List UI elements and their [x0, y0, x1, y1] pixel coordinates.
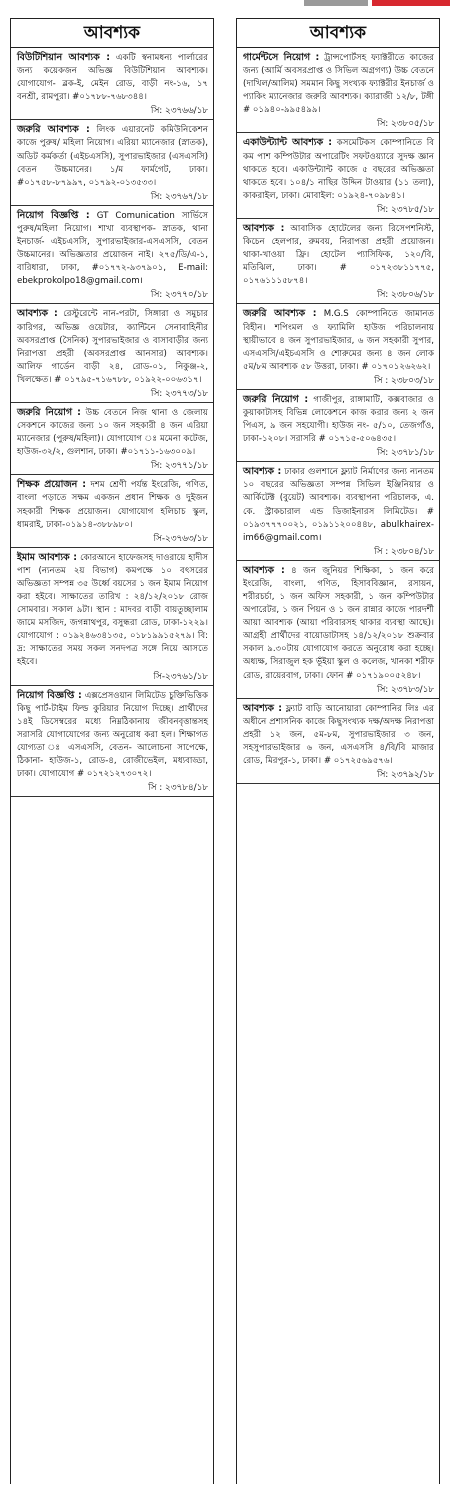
- classified-ad: [11, 548, 213, 686]
- ad-reference-code: সি: ২৩৭৮৫/১৮: [376, 204, 434, 215]
- ad-body: আবাসিক হোটেলের জন্য রিসেপশনিস্ট, কিচেন হেলপার, রুমবয়, নিরাপত্তা প্রহরী প্রয়োজন। থাকা-খাওয়া ফ্রি। হোটেল প্যাসিফিক, ১২০/বি, মতিঝিল, ঢাকা। # ০১৭২৩৮১১৭৭৫, ০১৭৬১১১৫৮৭৪।: [243, 223, 434, 287]
- ad-body: GT Comunication সার্ভিসে পুরুষ/মহিলা নিয়োগ। শাখা ব্যবস্থাপক- স্নাতক, থানা ইনচার্জ- এইচএসসি, সুপারভাইজার-এসএসসি, বেতন উচ্চমানের। অভিজ্ঞতার প্রয়োজন নাই। ২৭৫/ডি/এ-১, বারিধারা, ঢাকা, #০১৭৭২-৯৩৭৯০১, E-mail: ebekprokolpo18@gmail.com।: [17, 210, 208, 287]
- ad-reference-code: সি : ২৩৮০৪/১৮: [374, 546, 434, 557]
- right-column-heading: আবশ্যক: [237, 18, 439, 48]
- ad-text: [243, 564, 434, 683]
- classified-ad: [11, 403, 213, 475]
- left-classified-column: [10, 18, 214, 1484]
- ad-headline: জরুরি আবশ্যক :: [17, 124, 90, 136]
- ad-headline: শিক্ষক প্রয়োজন :: [17, 479, 86, 491]
- classified-ad: [11, 304, 213, 403]
- ad-headline: বিউটিশিয়ান আবশ্যক :: [17, 52, 110, 63]
- classified-ad: [11, 120, 213, 205]
- ad-text: [243, 136, 434, 202]
- classified-ad: [237, 561, 439, 699]
- ad-reference-code: সি: ২৩৮০৬/১৮: [376, 290, 434, 301]
- ad-reference-code: সি : ২৩৮০৩/১৮: [374, 375, 434, 386]
- ad-headline: নিয়োগ বিজ্ঞপ্তি :: [17, 209, 90, 221]
- ad-reference-code: সি: ২৩৮০৫/১৮: [376, 119, 434, 130]
- ad-text: [243, 465, 434, 545]
- ad-body: দশম শ্রেণী পর্যন্ত ইংরেজি, গণিত, বাংলা পড়াতে সক্ষম একজন প্রধান শিক্ষক ও দুইজন সহকারী শিক্ষক প্রয়োজন। যোগাযোগ হলিচাচ স্কুল, ধামরাই, ঢাকা-০১৯১৪-৩৮৮৯৮০।: [17, 480, 208, 530]
- ad-reference-code: সি-২৩৭৬৩/১৮: [153, 533, 208, 544]
- classified-ad: [237, 390, 439, 462]
- ad-text: [243, 393, 434, 446]
- classified-ad: [11, 686, 213, 798]
- classified-ad: [237, 133, 439, 218]
- top-bar-gray: [304, 0, 368, 6]
- classified-ad: [237, 699, 439, 784]
- ad-headline: জরুরি নিয়োগ :: [17, 406, 81, 418]
- classified-ad: [11, 48, 213, 120]
- ad-text: [17, 209, 208, 289]
- ad-headline: আবশ্যক :: [243, 222, 285, 234]
- ad-text: [17, 478, 208, 531]
- ad-headline: আবশ্যক :: [243, 564, 285, 576]
- ad-text: [243, 51, 434, 117]
- ad-reference-code: সি: ২৩৭৭১/১৮: [150, 461, 208, 472]
- ad-body: উচ্চ বেতনে নিজ থানা ও জেলায় সেকশনে কাজের জন্য ১০ জন সহকারী ৪ জন এরিয়া ম্যানেজার (পুরুষ/মহিলা)। যোগাযোগ ঃ মমেনা কটেজ, হাউজ-৩২/২, গুলশান, ঢাকা। #০১৭১১-১৬৩০০৯।: [17, 407, 208, 458]
- ad-reference-code: সি: ২৩৭৮১/১৮: [376, 448, 434, 459]
- ad-headline: ইমাম আবশ্যক :: [17, 551, 77, 563]
- ad-text: [243, 702, 434, 768]
- ad-text: [243, 222, 434, 288]
- ad-text: [17, 551, 208, 670]
- ad-text: [243, 307, 434, 373]
- ad-reference-code: সি: ২৩৭৬৬/১৮: [150, 106, 208, 117]
- ad-body: কসমেটিকস কোম্পানিতে বি কম পাশ কম্পিউটার অপারেটিং সফটওয়্যারে সুদক্ষ জ্ঞান থাকতে হবে। একাউন্ট্যান্ট কাজে ৫ বছরের অভিজ্ঞতা থাকতে হবে। ১০৪/১ নাছির উদ্দিন টাওয়ার (১১ তলা), কাকরাইল, ঢাকা। মোবাইল: ০১৯২৪-৭০৯৮৪১।: [243, 138, 434, 201]
- ad-text: [17, 123, 208, 189]
- ad-reference-code: সি: ২৩৭৯২/১৮: [376, 770, 434, 781]
- ad-reference-code: সি: ২৩৭৭০/১৮: [150, 290, 208, 301]
- classified-ad: [237, 462, 439, 561]
- classified-ad: [237, 219, 439, 304]
- ad-reference-code: সি: ২৩৭৬৭/১৮: [150, 191, 208, 202]
- ad-body: ঢাকার গুলশানে ফ্ল্যাট নির্মাণের জন্য ন্যনতম ১০ বছরের অভিজ্ঞতা সম্পন্ন সিভিল ইঞ্জিনিয়ার ও আর্কিটেক্ট (বুয়েট) আবশ্যক। ব্যবস্থাপনা পরিচালক, এ. কে. স্ট্রাকচারাল এন্ড ডিজাইনারস লিমিটেড। # ০১৯৩৭৭৭০০২১, ০১৯১১২০০৪৪৮, abulkhairex-im66@gmail.com।: [243, 467, 434, 543]
- ad-body: কোরআনে হাফেজসহ দাওরায়ে হাদীস পাশ (ন্যনতম ২য় বিভাগ) কমপক্ষে ১০ বৎসরের অভিজ্ঞতা সম্পন্ন ৩৫ উর্ধ্বে বয়সের ১ জন ইমাম নিয়োগ করা হইবে। সাক্ষাতের তারিখ : ২৪/১২/২০১৮ রোজ সোমবার। সকাল ৯টা। স্থান : মাদবর বাড়ী বায়তুচ্ছালাম জামে মসজিদ, জগন্নাথপুর, বসুন্ধরা রোড, ঢাকা-১২২৯। যোগাযোগ : ০১৯২৪৬৩৪১৩৫, ০১৮১৯৯১৫২৭৯। বি: দ্র: সাক্ষাতের সময় সকল সনদপত্র সঙ্গে নিয়ে আসতে হইবে।: [17, 552, 208, 668]
- ad-body: গাজীপুর, রাঙ্গামাটি, কক্সবাজার ও কুয়াকাটাসহ বিভিন্ন লোকেশনে কাজ করার জন্য ২ জন পিএস, ৯ জন সহযোগী। হাউজ নং- ৫/১০, তেজগাঁও, ঢাকা-১২০৮। সরাসরি # ০১৭১৫-৫০৬৪৩৫।: [243, 394, 434, 445]
- ad-text: [17, 406, 208, 459]
- ad-headline: একাউন্ট্যান্ট আবশ্যক :: [243, 137, 333, 149]
- ad-body: একটি স্বনামধন্য পার্লারের জন্য কয়েকজন অভিজ্ঞ বিউটিশিয়ান আবশ্যক। যোগাযোগ- ব্লক-ই, মেইন রোড, বাড়ী নং-১৬, ১৭ বনশ্রী, রামপুরা। #০১৭৮৮-৭৬৮৩৪৪।: [17, 53, 209, 103]
- top-bar-red: [372, 0, 450, 6]
- ad-reference-code: সি: ২৩৭৭৩/১৮: [150, 388, 208, 399]
- ad-reference-code: সি: ২৩৭৮৩/১৮: [376, 684, 434, 695]
- left-column-heading: আবশ্যক: [11, 18, 213, 48]
- classified-ad: [237, 48, 439, 133]
- ad-body: M.G.S কোম্পানিতে জামানত বিহীন। শপিংমল ও ফ্যামিলি হাউজ পরিচালনায় স্থায়ীভাবে ৪ জন সুপারভাইজার, ৬ জন সহকারী সুপার, এসএসসি/এইচএসসি ও শোরুমের জন্য ৪ জন লোক ৫ম/৮ম আবশ্যক ৫৮ উত্তরা, ঢাকা। # ০১৭০১২৬২৬২।: [243, 309, 434, 372]
- ad-text: [17, 307, 208, 387]
- top-color-bar: [0, 0, 450, 6]
- ad-headline: জরুরি আবশ্যক :: [243, 308, 317, 320]
- ad-headline: গার্মেন্টসে নিয়োগ :: [243, 52, 320, 63]
- classified-ad: [11, 475, 213, 547]
- ad-reference-code: সি-২৩৭৬১/১৮: [153, 671, 208, 682]
- ad-body: ট্রান্সপোর্টসহ ফ্যাক্টরীতে কাজের জন্য (আর্মি অবসরপ্রাপ্ত ও সিভিল অগ্রগণ্য) উচ্চ বেতনে (দাখিল/আলিম) সমমান কিছু সংখ্যক ফ্যাক্টরীর ইনচার্জ ও প্যাকিং ম্যানেজার জরুরি আবশ্যক। ক্যারাজী ১২/৮, টঙ্গী # ০১৯৪০-৯৯৫৪৯৯।: [243, 53, 434, 116]
- top-bar-blank: [0, 0, 300, 6]
- ad-headline: আবশ্যক :: [243, 466, 282, 478]
- ad-headline: নিয়োগ বিজ্ঞপ্তি :: [17, 689, 82, 701]
- ad-headline: আবশ্যক :: [17, 308, 58, 320]
- ad-text: [17, 51, 208, 104]
- ad-text: [17, 689, 208, 782]
- ad-body: ৪ জন জুনিয়র শিক্ষিকা, ১ জন করে ইংরেজি, বাংলা, গণিত, হিসাববিজ্ঞান, রসায়ন, শরীরচর্চা, ১ জন অফিস সহকারী, ১ জন কম্পিউটার অপারেটর, ১ জন পিয়ন ও ১ জন রান্নার কাজে পারদর্শী আয়া আবশ্যক (আয়া পরিবারসহ থাকার ব্যবস্থা আছে)। আগ্রহী প্রার্থীদের বায়োডাটাসহ ১৪/১২/২০১৮ শুক্রবার সকাল ৯.৩০টায় যোগাযোগ করতে অনুরোধ করা হচ্ছে। অধ্যক্ষ, সিরাজুল হক ভূঁইয়া স্কুল ও কলেজ, খানকা শরীফ রোড, রায়েরবাগ, ঢাকা। ফোন # ০১৭১৯০০৫২৪৮।: [243, 565, 434, 681]
- ad-body: ফ্ল্যাট বাড়ি আনোয়ারা কোম্পানির লিঃ এর অধীনে প্রশাসনিক কাজে কিছুসংখ্যক দক্ষ/অদক্ষ নিরাপত্তা প্রহরী ১২ জন, ৫ম-৮ম, সুপারভাইজার ৩ জন, সহসুপারভাইজার ৬ জন, এসএসসি ৪/বি/বি মাজার রোড, মিরপুর-১, ঢাকা। # ০১৭২৫৬৯৫৭৬।: [243, 703, 434, 767]
- ad-headline: জরুরি নিয়োগ :: [243, 393, 309, 405]
- classified-ad: [237, 304, 439, 389]
- ad-reference-code: সি : ২৩৭৮৪/১৮: [148, 783, 208, 794]
- ad-body: এক্সপ্রেসওয়ান লিমিটেড চুক্তিভিত্তিক কিছু পার্ট-টাইম ফিল্ড কুরিয়ার নিয়োগ দিচ্ছে। প্রার্থীদের ১৪ই ডিসেম্বরের মধ্যে নিম্নঠিকানায় জীবনবৃত্তান্তসহ সরাসরি যোগাযোগের জন্য অনুরোধ করা হল। শিক্ষাগত যোগ্যতা ঃ এসএসসি, বেতন- আলোচনা সাপেক্ষে, ঠিকানা- হাউজ-১, রোড-৪, রোজীভেইল, মধ্যবাড্ডা, ঢাকা। যোগাযোগ # ০১৭২১২৭৩০৭২।: [17, 690, 208, 780]
- ad-headline: আবশ্যক :: [243, 702, 282, 714]
- classified-ad: [11, 206, 213, 305]
- ad-body: রেস্টুরেন্টে নান-পরটা, সিঙ্গারা ও সমুচার কারিগর, অভিজ্ঞ ওয়েটার, ক্যান্টিনে সেনাবাহিনীর অবসরপ্রাপ্ত (সৈনিক) সুপারভাইজার ও বাসাবাড়ীর জন্য নিরাপত্তা প্রহরী (অবসরপ্রাপ্ত আনসার) আবশ্যক। আলিফ গার্ডেন বাড়ী ২৪, রোড-০১, নিকুঞ্জ-২, খিলক্ষেত। # ০১৭৯৫-৭১৬৭৮৮, ০১৯২২-০০৬৩১৭।: [17, 309, 208, 385]
- ad-body: লিংক এয়ারনেট কমিউনিকেশন কাজে পুরুষ/ মহিলা নিয়োগ। এরিয়া ম্যানেজার (স্নাতক), অডিট কর্মকর্তা (এইচএসসি), সুপারভাইজার (এসএসসি) বেতন উচ্চমানের। ১/ম ফার্মগেট, ঢাকা। #০১৭৫৮-৮৭৯৯৭, ০১৭৯২-০১৩৫৩৩।: [17, 125, 208, 188]
- right-classified-column: [236, 18, 440, 1484]
